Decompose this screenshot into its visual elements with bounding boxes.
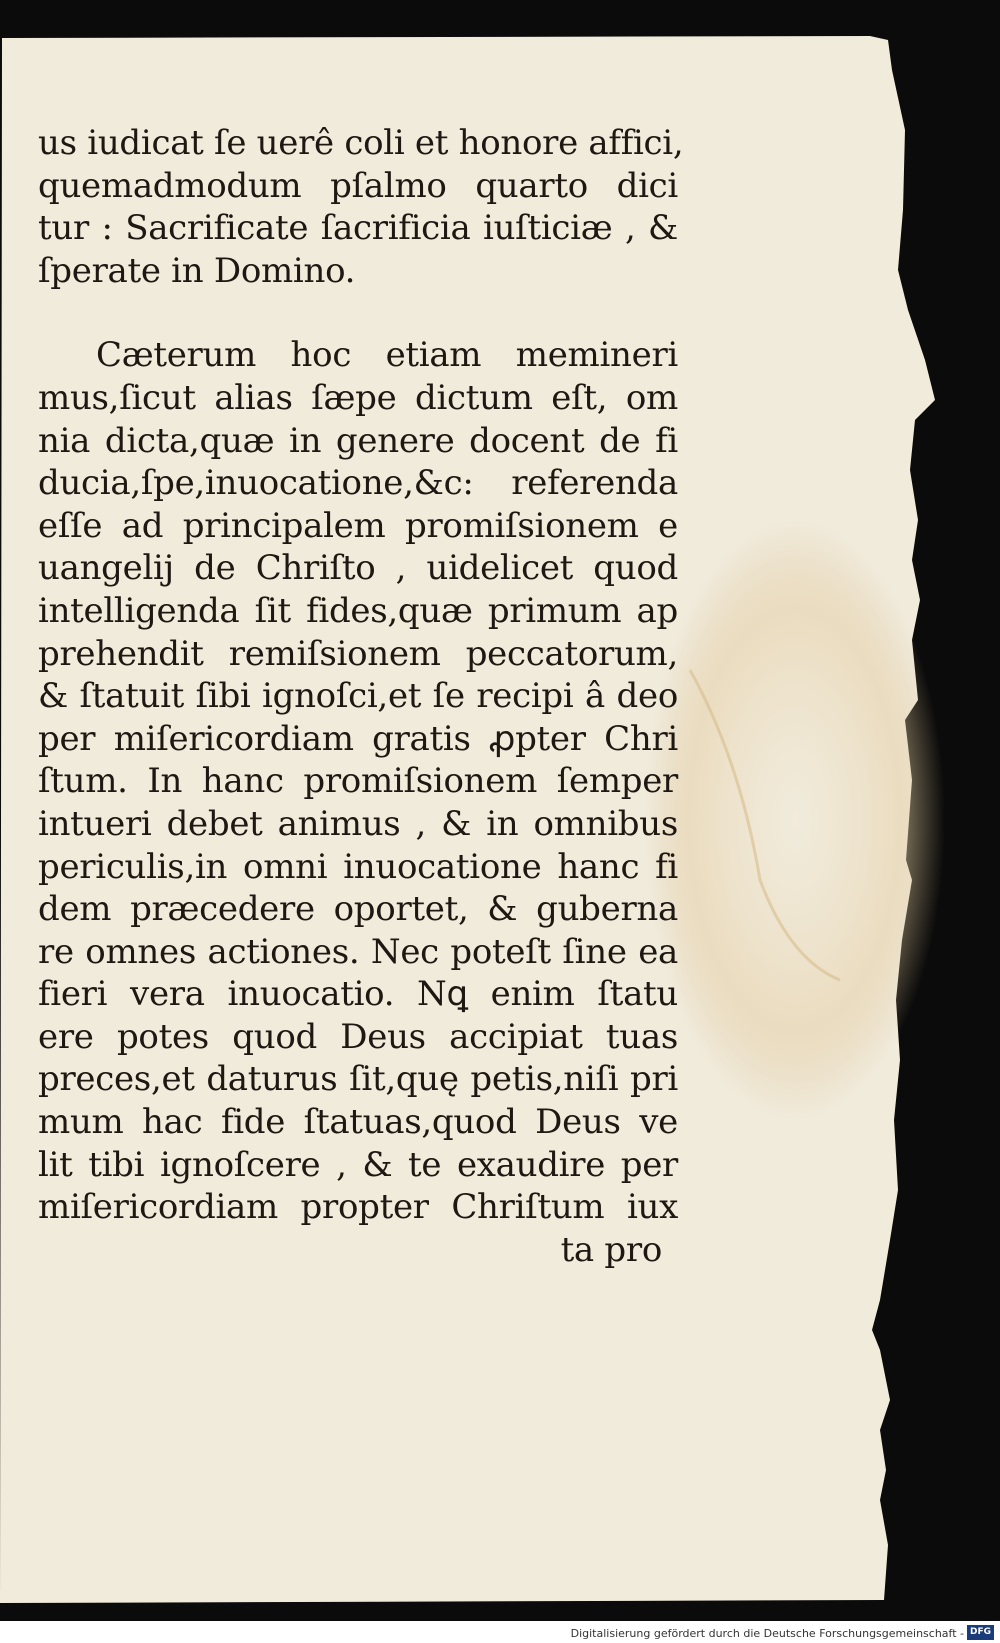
catchword: ta pro — [560, 1229, 662, 1270]
text-line: ducia,ſpe,inuocatione,&c: referenda — [38, 463, 678, 504]
text-line: & ſtatuit ſibi ignoſci,et ſe recipi â deo — [38, 676, 678, 717]
footer-bar — [0, 1621, 1000, 1643]
text-line: ſperate in Domino. — [38, 250, 356, 291]
text-line: nia dicta,quæ in genere docent de fi — [38, 420, 678, 461]
text-line: intueri debet animus , & in omnibus — [38, 803, 678, 844]
page-text — [38, 122, 684, 1271]
text-line: preces,et daturus ſit,quę petis,niſi pri — [38, 1059, 678, 1100]
text-line: mus,ſicut alias ſæpe dictum eſt, om — [38, 377, 678, 418]
dfg-logo: DFG — [967, 1625, 994, 1640]
text-line: intelligenda ſit fides,quæ primum ap — [38, 590, 678, 631]
text-line: mum hac fide ſtatuas,quod Deus ve — [38, 1102, 678, 1143]
paragraph-gap — [38, 292, 678, 334]
text-line: ſtum. In hanc promiſsionem ſemper — [38, 761, 678, 802]
text-line: tur : Sacrificate ſacrificia iuſticiæ , & — [38, 208, 678, 249]
text-line: quemadmodum pſalmo quarto dici — [38, 165, 678, 206]
text-line: eſſe ad principalem promiſsionem e — [38, 505, 678, 546]
water-stain — [645, 520, 945, 1120]
text-line: us iudicat ſe uerê coli et honore affici, — [38, 123, 684, 163]
text-line: prehendit remiſsionem peccatorum, — [38, 633, 678, 674]
text-line: periculis,in omni inuocatione hanc fi — [38, 846, 678, 887]
text-line: ere potes quod Deus accipiat tuas — [38, 1016, 678, 1057]
footer-credit: Digitalisierung gefördert durch die Deutsche Forschungsgemeinschaft - — [570, 1627, 964, 1640]
text-line: uangelij de Chriſto , uidelicet quod — [38, 548, 678, 589]
text-line: dem præcedere oportet, & guberna — [38, 889, 678, 930]
text-line: lit tibi ignoſcere , & te exaudire per — [38, 1144, 678, 1185]
text-line: miſericordiam propter Chriſtum iux — [38, 1187, 678, 1228]
text-line: per miſericordiam gratis ꝓpter Chri — [38, 718, 678, 759]
text-line: Cæterum hoc etiam memineri — [96, 335, 678, 376]
text-line: fieri vera inuocatio. Nꝗ enim ſtatu — [38, 974, 678, 1015]
text-line: re omnes actiones. Nec poteſt ſine ea — [38, 931, 678, 972]
